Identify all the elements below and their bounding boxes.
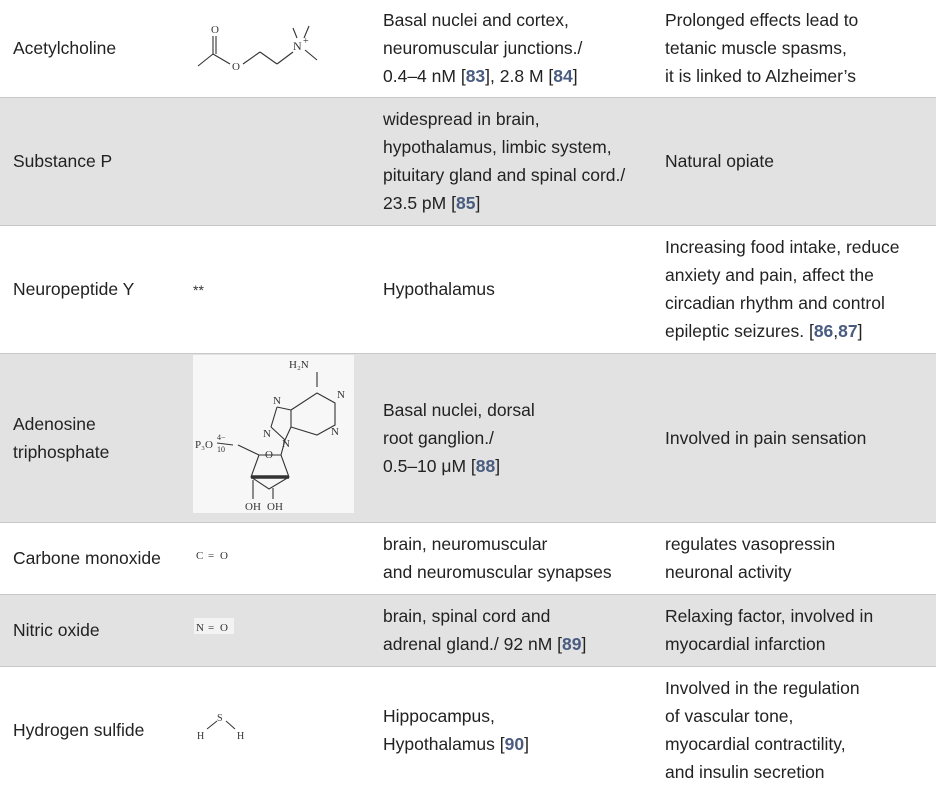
name-cell xyxy=(0,353,193,522)
text-line xyxy=(665,630,928,658)
text-segment: it is linked to Alzheimer’s xyxy=(665,66,856,87)
oxygen-label: O xyxy=(220,622,228,634)
text-segment: Natural opiate xyxy=(665,151,774,171)
text-segment: Basal nuclei, dorsal xyxy=(383,399,535,420)
charge-label: + xyxy=(303,36,309,48)
text-line xyxy=(665,702,928,730)
bond-label: = xyxy=(208,622,215,634)
text-segment: pituitary gland and spinal cord./ xyxy=(383,165,626,185)
text-line xyxy=(665,6,928,34)
text-line xyxy=(383,702,665,730)
hydrogen-label: H xyxy=(197,730,205,742)
reference-link[interactable]: 86 xyxy=(813,321,834,341)
phosphate-subscript: 10 xyxy=(217,444,225,454)
text-line xyxy=(665,758,928,786)
sulfur-label: S xyxy=(217,712,223,724)
nitrogen-label: N xyxy=(331,425,339,438)
text-line xyxy=(665,558,928,586)
location-cell xyxy=(383,97,665,225)
structure-cell xyxy=(193,666,383,793)
text-line xyxy=(383,161,665,189)
text-segment: adrenal gland./ 92 nM [ xyxy=(383,634,563,654)
effect-cell xyxy=(665,353,936,522)
nitrogen-label: N xyxy=(263,427,271,440)
effect-cell xyxy=(665,666,936,793)
text-line xyxy=(665,602,928,630)
nitrogen-label: N xyxy=(282,437,290,450)
acetylcholine-structure xyxy=(193,14,343,74)
table-row xyxy=(0,97,936,225)
text-segment: ] xyxy=(524,733,529,754)
text-line xyxy=(665,424,928,452)
table-row xyxy=(0,0,936,97)
text-line: Carbone monoxide xyxy=(13,548,161,568)
text-segment: , xyxy=(833,321,839,341)
reference-link[interactable]: 89 xyxy=(562,634,582,654)
text-segment: Prolonged effects lead to xyxy=(665,10,859,31)
text-line xyxy=(383,558,665,586)
text-segment: Relaxing factor, involved in xyxy=(665,606,874,626)
nitric-oxide-structure xyxy=(193,616,253,636)
text-segment: widespread in brain, xyxy=(383,109,540,129)
text-segment: epileptic seizures. [ xyxy=(665,321,814,341)
phosphate-charge: 4− xyxy=(217,432,226,442)
text-segment: 0.4–4 nM [ xyxy=(383,66,466,87)
text-line xyxy=(383,133,665,161)
text-line: triphosphate xyxy=(13,441,110,462)
text-segment: Hypothalamus xyxy=(383,279,495,299)
location-cell xyxy=(383,522,665,594)
effect-cell xyxy=(665,522,936,594)
text-line: Nitric oxide xyxy=(13,620,100,640)
oxygen-label: O xyxy=(232,61,240,74)
text-segment: Basal nuclei and cortex, xyxy=(383,10,569,31)
text-segment: Hippocampus, xyxy=(383,705,495,726)
text-segment: 23.5 pM [ xyxy=(383,193,456,213)
location-cell xyxy=(383,666,665,793)
text-segment: myocardial infarction xyxy=(665,634,826,654)
text-line: Substance P xyxy=(13,151,113,171)
reference-link[interactable]: 85 xyxy=(455,193,476,213)
text-segment: tetanic muscle spasms, xyxy=(665,38,847,59)
reference-link[interactable]: 84 xyxy=(553,66,573,87)
text-segment: and neuromuscular synapses xyxy=(383,562,612,582)
location-cell xyxy=(383,594,665,666)
text-segment: ], 2.8 M [ xyxy=(485,66,554,87)
table-row xyxy=(0,353,936,522)
location-cell xyxy=(383,353,665,522)
location-cell xyxy=(383,225,665,353)
effect-cell xyxy=(665,594,936,666)
text-segment: ] xyxy=(572,66,578,87)
amine-label: H₂N xyxy=(289,358,309,371)
text-line xyxy=(383,424,665,452)
text-segment: neuromuscular junctions./ xyxy=(383,38,583,59)
text-segment: neuronal activity xyxy=(665,562,792,582)
text-line xyxy=(383,630,665,658)
oxygen-label: O xyxy=(220,550,228,562)
atp-structure xyxy=(193,355,354,513)
name-cell xyxy=(0,225,193,353)
nitrogen-label: N xyxy=(196,622,204,634)
text-line xyxy=(665,233,928,261)
name-cell xyxy=(0,97,193,225)
text-segment: Hypothalamus [ xyxy=(383,733,505,754)
reference-link[interactable]: 90 xyxy=(504,733,525,754)
text-line xyxy=(383,6,665,34)
name-cell xyxy=(0,0,193,97)
text-line: Hydrogen sulfide xyxy=(13,719,145,740)
text-segment: ] xyxy=(581,634,587,654)
effect-cell xyxy=(665,97,936,225)
text-line xyxy=(665,62,928,90)
text-line xyxy=(665,34,928,62)
table-row xyxy=(0,594,936,666)
hydrogen-label: H xyxy=(237,730,245,742)
text-segment: 0.5–10 μM [ xyxy=(383,455,476,476)
reference-link[interactable]: 87 xyxy=(838,321,858,341)
text-line xyxy=(383,602,665,630)
text-line xyxy=(665,289,928,317)
text-line xyxy=(665,674,928,702)
nitrogen-label: N xyxy=(337,388,345,401)
text-line xyxy=(383,452,665,480)
text-line xyxy=(665,317,928,345)
text-segment: regulates vasopressin xyxy=(665,534,836,554)
text-segment: ] xyxy=(495,455,501,476)
text-line xyxy=(383,530,665,558)
text-line xyxy=(383,105,665,133)
text-line: Acetylcholine xyxy=(13,38,117,59)
name-cell xyxy=(0,522,193,594)
reference-link[interactable]: 83 xyxy=(465,66,486,87)
hydroxyl-label: OH xyxy=(245,500,261,513)
name-cell xyxy=(0,594,193,666)
hydroxyl-label: OH xyxy=(267,500,283,513)
hydrogen-sulfide-structure xyxy=(193,709,253,743)
text-segment: Involved in the regulation xyxy=(665,677,860,698)
structure-cell xyxy=(193,0,383,97)
location-cell xyxy=(383,0,665,97)
bond-label: = xyxy=(208,550,215,562)
text-line xyxy=(383,189,665,217)
carbon-monoxide-structure xyxy=(193,544,253,564)
text-segment: myocardial contractility, xyxy=(665,733,846,754)
text-line xyxy=(383,275,665,303)
text-line xyxy=(383,34,665,62)
structure-cell xyxy=(193,97,383,225)
structure-cell xyxy=(193,594,383,666)
oxygen-label: O xyxy=(265,448,273,461)
text-line xyxy=(383,396,665,424)
oxygen-label: O xyxy=(211,24,219,37)
table-row xyxy=(0,225,936,353)
text-segment: and insulin secretion xyxy=(665,761,825,782)
text-segment: Increasing food intake, reduce xyxy=(665,237,900,257)
text-segment: of vascular tone, xyxy=(665,705,794,726)
text-line xyxy=(665,147,928,175)
text-segment: root ganglion./ xyxy=(383,427,494,448)
text-segment: brain, neuromuscular xyxy=(383,534,548,554)
text-line: Neuropeptide Y xyxy=(13,279,135,299)
nitrogen-label: N xyxy=(293,39,302,54)
text-line xyxy=(665,530,928,558)
structure-cell xyxy=(193,225,383,353)
phosphate-label: P₃O xyxy=(195,438,213,451)
text-segment: circadian rhythm and control xyxy=(665,293,885,313)
text-segment: brain, spinal cord and xyxy=(383,606,551,626)
nitrogen-label: N xyxy=(273,394,281,407)
table-row xyxy=(0,666,936,793)
name-cell xyxy=(0,666,193,793)
structure-cell xyxy=(193,353,383,522)
text-segment: ] xyxy=(475,193,481,213)
table-row xyxy=(0,522,936,594)
structure-footnote-marker: ** xyxy=(193,281,204,298)
structure-cell xyxy=(193,522,383,594)
text-segment: ] xyxy=(857,321,863,341)
text-segment: hypothalamus, limbic system, xyxy=(383,137,612,157)
text-line xyxy=(383,730,665,758)
text-segment: Involved in pain sensation xyxy=(665,427,867,448)
reference-link[interactable]: 88 xyxy=(475,455,496,476)
effect-cell xyxy=(665,225,936,353)
carbon-label: C xyxy=(196,550,204,562)
text-line xyxy=(383,62,665,90)
effect-cell xyxy=(665,0,936,97)
text-line xyxy=(665,730,928,758)
text-line xyxy=(665,261,928,289)
text-line: Adenosine xyxy=(13,413,96,434)
text-segment: anxiety and pain, affect the xyxy=(665,265,874,285)
